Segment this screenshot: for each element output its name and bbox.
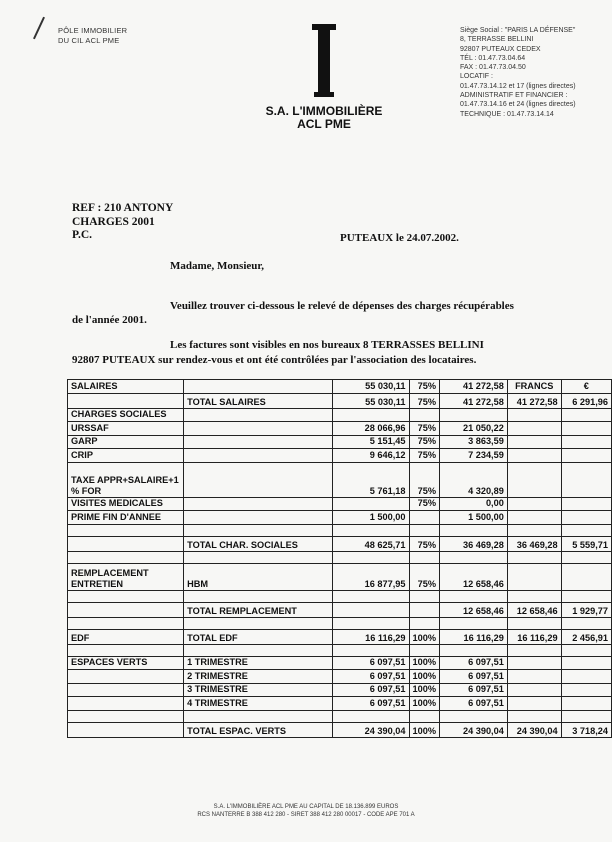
table-cell [561,563,611,590]
table-cell: 41 272,58 [440,393,508,408]
table-cell: 100% [409,722,440,737]
table-cell [68,644,184,656]
table-cell [561,422,611,436]
table-cell [507,408,561,422]
table-cell [333,524,409,536]
table-cell: 5 151,45 [333,435,409,449]
table-cell [507,617,561,629]
table-cell [507,710,561,722]
table-cell [507,697,561,711]
table-cell [184,422,333,436]
table-cell: CHARGES SOCIALES [68,408,184,422]
table-row [68,435,612,449]
table-cell [561,590,611,602]
table-cell [561,644,611,656]
table-cell [68,617,184,629]
table-cell: 75% [409,462,440,497]
table-cell [68,524,184,536]
table-cell [184,408,333,422]
table-row [68,683,612,697]
table-cell [68,670,184,684]
table-cell: 9 646,12 [333,449,409,463]
table-cell [440,710,508,722]
header-right-block [460,26,576,119]
table-cell [507,683,561,697]
table-cell: 3 TRIMESTRE [184,683,333,697]
table-cell: 2 456,91 [561,629,611,644]
table-cell: 16 877,95 [333,563,409,590]
table-cell: 41 272,58 [440,380,508,394]
table-cell: 3 718,24 [561,722,611,737]
contact-line: ADMINISTRATIF ET FINANCIER : [460,92,568,100]
table-cell [184,449,333,463]
table-cell: 6 097,51 [333,697,409,711]
table-row [68,422,612,436]
contact-line: TÉL : 01.47.73.04.64 [460,54,526,62]
table-cell: 75% [409,449,440,463]
table-row [68,462,612,497]
table-cell: 75% [409,393,440,408]
table-cell [184,551,333,563]
table-cell [507,449,561,463]
table-cell [440,644,508,656]
table-row [68,551,612,563]
table-cell: 1 929,77 [561,602,611,617]
table-cell: 28 066,96 [333,422,409,436]
table-cell [507,435,561,449]
table-cell: 2 TRIMESTRE [184,670,333,684]
footer [0,803,612,819]
table-cell: 24 390,04 [333,722,409,737]
table-cell [409,644,440,656]
table-cell [507,462,561,497]
table-cell [184,380,333,394]
table-cell: 16 116,29 [440,629,508,644]
table-cell: 1 500,00 [333,511,409,525]
reference-block [72,202,173,243]
table-cell [561,710,611,722]
table-cell [561,670,611,684]
table-cell [184,462,333,497]
table-row [68,656,612,670]
table-cell [507,563,561,590]
reference-line: P.C. [72,229,93,241]
table-row [68,380,612,394]
table-cell [333,590,409,602]
reference-line: CHARGES 2001 [72,215,155,228]
table-cell [507,551,561,563]
table-cell [184,590,333,602]
table-cell: 6 097,51 [440,683,508,697]
table-cell [561,524,611,536]
table-cell: CRIP [68,449,184,463]
paragraph-line: Les factures sont visibles en nos bureaux 8 TERRASSES BELLINI [170,339,484,351]
table-row [68,449,612,463]
table-row [68,590,612,602]
table-row [68,670,612,684]
table-cell [333,408,409,422]
company-subname: ACL PME [297,117,351,131]
table-cell [333,497,409,511]
table-cell [184,710,333,722]
table-row [68,536,612,551]
table-cell [333,710,409,722]
table-cell: 100% [409,629,440,644]
table-cell [68,710,184,722]
contact-line: 92807 PUTEAUX CEDEX [460,45,541,53]
paragraph-line: de l'année 2001. [72,314,147,326]
table-cell [68,683,184,697]
table-cell: 1 500,00 [440,511,508,525]
table-cell: 4 TRIMESTRE [184,697,333,711]
table-row [68,629,612,644]
contact-line: TECHNIQUE : 01.47.73.14.14 [460,110,554,118]
table-cell [561,435,611,449]
salutation: Madame, Monsieur, [170,260,265,272]
table-cell: 12 658,46 [507,602,561,617]
table-cell: TAXE APPR+SALAIRE+1 % FOR [68,462,184,497]
table-cell: ESPACES VERTS [68,656,184,670]
table-cell [68,590,184,602]
table-cell: EDF [68,629,184,644]
table-row [68,602,612,617]
table-cell [507,422,561,436]
table-cell: 75% [409,497,440,511]
table-cell [184,435,333,449]
table-cell [507,511,561,525]
table-cell: 16 116,29 [333,629,409,644]
table-cell: 6 097,51 [333,670,409,684]
table-cell: TOTAL REMPLACEMENT [184,602,333,617]
header-left-line: PÔLE IMMOBILIER [58,26,128,35]
table-cell: € [561,380,611,394]
table-cell: 6 097,51 [333,656,409,670]
footer-line: S.A. L'IMMOBILIÈRE ACL PME AU CAPITAL DE 18.136.899 EUROS [213,804,399,810]
table-cell [409,590,440,602]
table-cell [440,524,508,536]
table-cell [333,644,409,656]
table-cell: URSSAF [68,422,184,436]
table-cell [507,656,561,670]
table-cell: 12 658,46 [440,563,508,590]
paragraph-line: Veuillez trouver ci-dessous le relevé de dépenses des charges récupérables [170,300,514,312]
table-cell: 6 097,51 [440,656,508,670]
table-cell: 55 030,11 [333,380,409,394]
reference-line: REF : 210 ANTONY [72,202,174,214]
table-row [68,524,612,536]
contact-line: 01.47.73.14.16 et 24 (lignes directes) [460,101,576,109]
contact-line: 01.47.73.14.12 et 17 (lignes directes) [460,82,576,90]
table-cell [333,551,409,563]
table-cell: 21 050,22 [440,422,508,436]
table-cell: 24 390,04 [507,722,561,737]
table-cell: 48 625,71 [333,536,409,551]
table-cell: 100% [409,683,440,697]
table-row [68,393,612,408]
table-cell: 5 761,18 [333,462,409,497]
table-cell: 24 390,04 [440,722,508,737]
table-cell [561,511,611,525]
table-cell [68,393,184,408]
table-cell: 1 TRIMESTRE [184,656,333,670]
table-cell: 100% [409,697,440,711]
table-cell: SALAIRES [68,380,184,394]
table-cell [184,644,333,656]
paragraph-line: 92807 PUTEAUX sur rendez-vous et ont été contrôlées par l'association des locataires. [72,354,477,366]
contact-line: FAX : 01.47.73.04.50 [460,64,526,72]
table-cell: 36 469,28 [507,536,561,551]
table-cell [561,617,611,629]
table-row [68,497,612,511]
table-row [68,563,612,590]
table-cell [507,497,561,511]
table-cell: 75% [409,536,440,551]
table-cell: 75% [409,563,440,590]
table-cell [409,524,440,536]
table-cell: 5 559,71 [561,536,611,551]
table-cell: 100% [409,670,440,684]
table-cell: 75% [409,435,440,449]
pen-mark [33,17,45,40]
table-cell: VISITES MEDICALES [68,497,184,511]
table-cell: 100% [409,656,440,670]
company-name: S.A. L'IMMOBILIÈRE [265,104,383,118]
header-left-block [58,26,127,46]
table-cell [561,497,611,511]
table-cell [409,511,440,525]
table-cell [409,617,440,629]
table-cell [561,462,611,497]
table-cell: 12 658,46 [440,602,508,617]
table-cell [68,722,184,737]
table-cell [440,408,508,422]
table-cell: GARP [68,435,184,449]
table-row [68,511,612,525]
table-cell [561,551,611,563]
contact-line: 8, TERRASSE BELLINI [460,36,534,44]
letter-date: PUTEAUX le 24.07.2002. [340,232,459,244]
table-cell [68,551,184,563]
table-cell [333,617,409,629]
table-cell [561,697,611,711]
table-cell: TOTAL EDF [184,629,333,644]
column-logo-base [314,92,334,97]
table-cell [440,590,508,602]
table-cell: TOTAL SALAIRES [184,393,333,408]
table-cell [333,602,409,617]
table-cell [561,449,611,463]
table-cell: 75% [409,422,440,436]
table-cell: PRIME FIN D'ANNEE [68,511,184,525]
table-cell: HBM [184,563,333,590]
table-cell [68,697,184,711]
table-cell [184,511,333,525]
table-cell: 55 030,11 [333,393,409,408]
contact-line: Siège Social : "PARIS LA DÉFENSE" [460,27,576,34]
table-cell [68,536,184,551]
table-cell: 36 469,28 [440,536,508,551]
table-cell [440,551,508,563]
table-cell [68,602,184,617]
table-cell: 16 116,29 [507,629,561,644]
charges-table [67,379,612,738]
table-row [68,644,612,656]
table-cell: REMPLACEMENT ENTRETIEN [68,563,184,590]
table-row [68,617,612,629]
table-cell [184,497,333,511]
table-cell [507,670,561,684]
table-cell [561,683,611,697]
table-row [68,697,612,711]
contact-line: LOCATIF : [460,73,493,81]
table-cell: FRANCS [507,380,561,394]
table-cell: 6 097,51 [333,683,409,697]
table-cell [409,710,440,722]
table-cell [184,617,333,629]
table-cell: TOTAL ESPAC. VERTS [184,722,333,737]
company-logo [256,24,392,131]
table-cell [440,617,508,629]
table-cell [561,656,611,670]
table-cell: 6 291,96 [561,393,611,408]
table-cell [561,408,611,422]
table-cell [507,590,561,602]
table-cell [507,524,561,536]
table-row [68,408,612,422]
footer-line: RCS NANTERRE B 388 412 280 - SIRET 388 412 280 00017 - CODE APE 701 A [197,812,415,818]
table-cell: 3 863,59 [440,435,508,449]
table-cell [507,644,561,656]
table-cell: 7 234,59 [440,449,508,463]
header-left-line: DU CIL ACL PME [58,36,120,45]
table-cell: 6 097,51 [440,697,508,711]
table-cell [184,524,333,536]
table-cell [409,602,440,617]
table-cell [409,408,440,422]
table-cell: 41 272,58 [507,393,561,408]
table-cell [409,551,440,563]
table-cell: 4 320,89 [440,462,508,497]
table-cell: 6 097,51 [440,670,508,684]
table-row [68,710,612,722]
table-cell: TOTAL CHAR. SOCIALES [184,536,333,551]
column-logo-shaft [318,30,330,92]
table-cell: 0,00 [440,497,508,511]
table-row [68,722,612,737]
table-cell: 75% [409,380,440,394]
